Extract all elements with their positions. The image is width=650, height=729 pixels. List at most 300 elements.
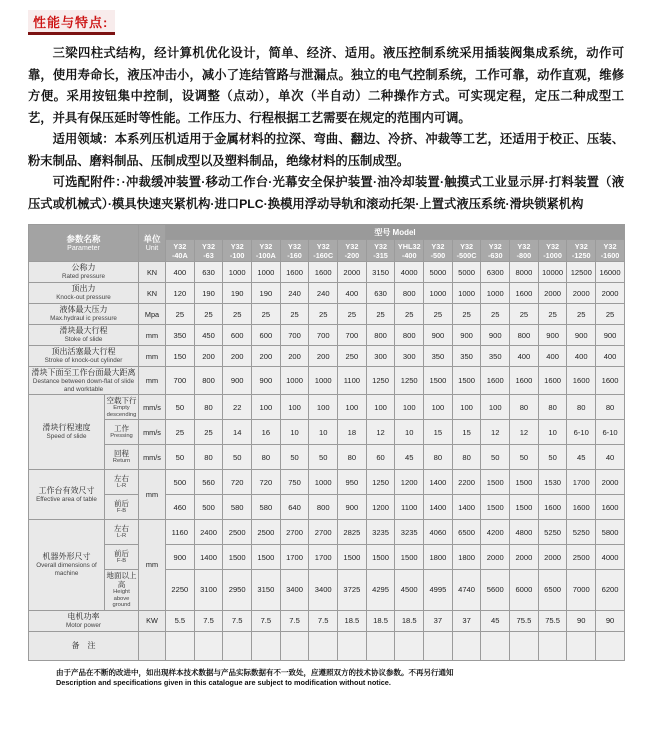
unit-cell: Mpa xyxy=(139,304,166,325)
value-cell: 25 xyxy=(280,304,309,325)
value-cell: 18.5 xyxy=(395,610,424,631)
label-zh: 备 注 xyxy=(71,640,96,650)
model-header-cell xyxy=(252,240,281,262)
value-cell: 2500 xyxy=(223,520,252,545)
table-row xyxy=(29,262,625,283)
value-cell: 3235 xyxy=(366,520,395,545)
value-cell: 6500 xyxy=(538,570,567,611)
value-cell: 5.5 xyxy=(166,610,195,631)
model-series: Y32 xyxy=(259,241,273,251)
value-cell: 6000 xyxy=(510,570,539,611)
model-header-cell xyxy=(424,240,453,262)
value-cell: 800 xyxy=(366,325,395,346)
value-cell: 450 xyxy=(194,325,223,346)
value-cell: 1700 xyxy=(567,470,596,495)
value-cell: 1500 xyxy=(366,545,395,570)
value-cell: 5250 xyxy=(538,520,567,545)
label-en: Rated pressure xyxy=(61,273,106,281)
model-number: -63 xyxy=(203,250,214,260)
value-cell: 2250 xyxy=(166,570,195,611)
param-header-zh: 参数名称 xyxy=(66,233,101,244)
value-cell xyxy=(194,631,223,660)
label-zh: 滑块行程速度 xyxy=(42,423,91,433)
value-cell: 580 xyxy=(252,495,281,520)
value-cell: 1400 xyxy=(424,470,453,495)
value-cell: 190 xyxy=(252,283,281,304)
value-cell: 3150 xyxy=(252,570,281,611)
model-number: -315 xyxy=(373,250,388,260)
value-cell: 25 xyxy=(194,420,223,445)
table-row xyxy=(29,570,625,611)
label-en: Max.hydraul ic pressure xyxy=(50,315,117,323)
value-cell: 460 xyxy=(166,495,195,520)
value-cell: 1000 xyxy=(309,470,338,495)
value-cell: 25 xyxy=(424,304,453,325)
unit-cell: mm/s xyxy=(139,445,166,470)
sub-row-label xyxy=(105,470,139,495)
label-zh: 前后 xyxy=(114,499,129,509)
label-en: F-B xyxy=(116,558,127,565)
value-cell: 8000 xyxy=(510,262,539,283)
value-cell: 7.5 xyxy=(223,610,252,631)
model-number: -160C xyxy=(313,250,334,260)
value-cell: 80 xyxy=(424,445,453,470)
label-zh: 工作台有效尺寸 xyxy=(38,485,95,495)
value-cell: 90 xyxy=(567,610,596,631)
spec-table-body xyxy=(29,262,625,661)
value-cell: 12 xyxy=(366,420,395,445)
value-cell: 18.5 xyxy=(338,610,367,631)
value-cell: 1700 xyxy=(280,545,309,570)
model-series: Y32 xyxy=(460,241,474,251)
value-cell: 1200 xyxy=(395,470,424,495)
feature-paragraphs xyxy=(28,43,624,215)
model-series: Y32 xyxy=(345,241,359,251)
label-zh: 机器外形尺寸 xyxy=(42,552,91,562)
value-cell: 12500 xyxy=(567,262,596,283)
footer-note-en: Description and specifications given in this catalogue are subject to modification without notice. xyxy=(56,677,391,687)
value-cell: 80 xyxy=(538,395,567,420)
label-zh: 地面以上高 xyxy=(106,571,137,589)
section-title: 性能与特点: xyxy=(28,10,115,35)
model-header-cell xyxy=(280,240,309,262)
value-cell: 1500 xyxy=(424,367,453,395)
value-cell: 6500 xyxy=(452,520,481,545)
unit-cell xyxy=(139,631,166,660)
value-cell: 12 xyxy=(481,420,510,445)
value-cell: 25 xyxy=(252,304,281,325)
value-cell: 25 xyxy=(309,304,338,325)
value-cell: 16000 xyxy=(596,262,625,283)
table-row xyxy=(29,470,625,495)
value-cell: 50 xyxy=(166,445,195,470)
value-cell: 37 xyxy=(452,610,481,631)
value-cell: 900 xyxy=(424,325,453,346)
value-cell xyxy=(481,631,510,660)
model-series: Y32 xyxy=(230,241,244,251)
label-en: Stoke of slide xyxy=(64,336,103,344)
label-zh: 回程 xyxy=(114,449,129,459)
value-cell: 2000 xyxy=(596,470,625,495)
value-cell: 10 xyxy=(280,420,309,445)
label-en: Knock-out pressure xyxy=(56,294,111,302)
table-row xyxy=(29,395,625,420)
value-cell: 3150 xyxy=(366,262,395,283)
value-cell: 2825 xyxy=(338,520,367,545)
unit-header-en: Unit xyxy=(145,244,159,252)
value-cell: 3400 xyxy=(280,570,309,611)
value-cell: 25 xyxy=(366,304,395,325)
value-cell: 1500 xyxy=(395,545,424,570)
value-cell: 37 xyxy=(424,610,453,631)
label-zh: 工作 xyxy=(114,424,129,434)
value-cell: 500 xyxy=(194,495,223,520)
value-cell: 4000 xyxy=(596,545,625,570)
group-label xyxy=(29,520,105,611)
sub-row-label xyxy=(105,545,139,570)
group-label xyxy=(29,470,105,520)
value-cell: 4000 xyxy=(395,262,424,283)
value-cell: 1600 xyxy=(567,495,596,520)
value-cell: 4060 xyxy=(424,520,453,545)
sub-row-label xyxy=(105,520,139,545)
value-cell: 2950 xyxy=(223,570,252,611)
model-series: Y32 xyxy=(574,241,588,251)
value-cell: 100 xyxy=(280,395,309,420)
value-cell: 12 xyxy=(510,420,539,445)
value-cell: 1600 xyxy=(510,367,539,395)
label-zh: 滑块下面至工作台面最大距离 xyxy=(31,368,136,377)
value-cell: 25 xyxy=(395,304,424,325)
unit-header-cell xyxy=(139,225,166,262)
value-cell: 25 xyxy=(567,304,596,325)
value-cell: 1600 xyxy=(538,367,567,395)
value-cell: 1000 xyxy=(223,262,252,283)
value-cell: 25 xyxy=(452,304,481,325)
value-cell: 18.5 xyxy=(366,610,395,631)
label-en: Empty descending xyxy=(106,405,137,418)
value-cell: 50 xyxy=(223,445,252,470)
value-cell: 200 xyxy=(280,346,309,367)
unit-cell: mm xyxy=(139,520,166,611)
value-cell: 1800 xyxy=(452,545,481,570)
value-cell: 200 xyxy=(223,346,252,367)
value-cell: 1000 xyxy=(252,262,281,283)
value-cell: 300 xyxy=(395,346,424,367)
value-cell: 240 xyxy=(309,283,338,304)
sub-row-label xyxy=(105,570,139,611)
model-series: Y32 xyxy=(546,241,560,251)
value-cell xyxy=(395,631,424,660)
table-row xyxy=(29,420,625,445)
label-zh: 液体最大压力 xyxy=(59,305,108,315)
value-cell: 1160 xyxy=(166,520,195,545)
value-cell: 2500 xyxy=(252,520,281,545)
value-cell: 900 xyxy=(596,325,625,346)
value-cell: 14 xyxy=(223,420,252,445)
table-row xyxy=(29,631,625,660)
value-cell: 25 xyxy=(481,304,510,325)
table-row xyxy=(29,545,625,570)
value-cell: 10000 xyxy=(538,262,567,283)
value-cell: 2000 xyxy=(481,545,510,570)
model-series: Y32 xyxy=(431,241,445,251)
label-zh: 滑块最大行程 xyxy=(59,326,108,336)
unit-header-zh: 单位 xyxy=(143,233,161,244)
value-cell xyxy=(338,631,367,660)
value-cell: 190 xyxy=(223,283,252,304)
value-cell: 950 xyxy=(338,470,367,495)
label-zh: 顶出活塞最大行程 xyxy=(51,347,116,357)
value-cell: 1400 xyxy=(194,545,223,570)
value-cell: 400 xyxy=(567,346,596,367)
value-cell: 6300 xyxy=(481,262,510,283)
value-cell: 700 xyxy=(280,325,309,346)
model-banner-cell: 型号 Model xyxy=(166,225,625,240)
value-cell: 580 xyxy=(223,495,252,520)
spec-table-head xyxy=(29,225,625,262)
row-label xyxy=(29,262,139,283)
sub-row-label xyxy=(105,495,139,520)
footer-note-zh: 由于产品在不断的改进中，如出现样本技术数据与产品实际数据有不一致处，应遵照双方的技术协议参数。不再另行通知 xyxy=(56,667,454,677)
value-cell: 1000 xyxy=(280,367,309,395)
value-cell: 7.5 xyxy=(194,610,223,631)
value-cell: 1250 xyxy=(366,470,395,495)
value-cell: 50 xyxy=(510,445,539,470)
value-cell: 80 xyxy=(452,445,481,470)
row-label xyxy=(29,325,139,346)
label-en: Speed of slide xyxy=(46,433,87,441)
value-cell: 6-10 xyxy=(596,420,625,445)
row-label xyxy=(29,367,139,395)
value-cell: 10 xyxy=(538,420,567,445)
value-cell: 630 xyxy=(366,283,395,304)
value-cell: 45 xyxy=(567,445,596,470)
model-number: -100A xyxy=(255,250,276,260)
value-cell: 800 xyxy=(309,495,338,520)
spec-table xyxy=(28,224,625,661)
value-cell: 7.5 xyxy=(252,610,281,631)
value-cell: 50 xyxy=(538,445,567,470)
value-cell: 300 xyxy=(366,346,395,367)
value-cell: 1600 xyxy=(481,367,510,395)
value-cell: 1600 xyxy=(596,367,625,395)
value-cell xyxy=(510,631,539,660)
value-cell: 400 xyxy=(338,283,367,304)
model-header-cell xyxy=(366,240,395,262)
value-cell: 2000 xyxy=(538,283,567,304)
value-cell: 2000 xyxy=(538,545,567,570)
value-cell: 100 xyxy=(481,395,510,420)
value-cell: 1500 xyxy=(223,545,252,570)
model-header-cell xyxy=(194,240,223,262)
value-cell: 2000 xyxy=(596,283,625,304)
model-number: -1600 xyxy=(600,250,620,260)
label-en: Destance between down-flat of slide and worktable xyxy=(32,378,135,393)
value-cell: 1000 xyxy=(424,283,453,304)
label-en: L-R xyxy=(116,483,127,490)
value-cell: 25 xyxy=(338,304,367,325)
row-label xyxy=(29,304,139,325)
value-cell: 25 xyxy=(596,304,625,325)
label-zh: 空载下行 xyxy=(106,396,137,405)
label-en: F-B xyxy=(116,508,127,515)
value-cell: 1250 xyxy=(366,367,395,395)
value-cell xyxy=(452,631,481,660)
value-cell: 5600 xyxy=(481,570,510,611)
value-cell: 50 xyxy=(166,395,195,420)
unit-cell: mm xyxy=(139,325,166,346)
value-cell: 750 xyxy=(280,470,309,495)
paragraph-application: 适用领域：本系列压机适用于金属材料的拉深、弯曲、翻边、冷挤、冲裁等工艺，还适用于校正、压装、粉末制品、磨料制品、压制成型以及塑料制品，绝缘材料的压制成型。 xyxy=(28,132,624,168)
label-en: Return xyxy=(112,458,131,465)
value-cell: 45 xyxy=(481,610,510,631)
value-cell: 600 xyxy=(223,325,252,346)
model-series: Y32 xyxy=(517,241,531,251)
model-header-cell xyxy=(452,240,481,262)
value-cell: 1600 xyxy=(510,283,539,304)
model-number: -100 xyxy=(229,250,245,260)
value-cell: 10 xyxy=(395,420,424,445)
param-header-en: Parameter xyxy=(67,244,100,252)
value-cell: 2700 xyxy=(280,520,309,545)
table-row xyxy=(29,610,625,631)
model-header-cell xyxy=(538,240,567,262)
value-cell: 4500 xyxy=(395,570,424,611)
value-cell: 10 xyxy=(309,420,338,445)
model-header-cell xyxy=(510,240,539,262)
value-cell: 25 xyxy=(538,304,567,325)
model-number: -200 xyxy=(344,250,360,260)
value-cell: 1000 xyxy=(481,283,510,304)
value-cell: 1100 xyxy=(338,367,367,395)
value-cell: 1500 xyxy=(452,367,481,395)
value-cell: 7000 xyxy=(567,570,596,611)
label-zh: 左右 xyxy=(114,474,129,484)
value-cell: 900 xyxy=(166,545,195,570)
value-cell: 25 xyxy=(166,420,195,445)
value-cell: 400 xyxy=(538,346,567,367)
value-cell: 7.5 xyxy=(309,610,338,631)
value-cell: 560 xyxy=(194,470,223,495)
value-cell: 1600 xyxy=(567,367,596,395)
label-zh: 前后 xyxy=(114,549,129,559)
label-zh: 公称力 xyxy=(71,263,96,273)
sub-row-label xyxy=(105,445,139,470)
value-cell: 3725 xyxy=(338,570,367,611)
value-cell: 800 xyxy=(395,325,424,346)
value-cell: 100 xyxy=(338,395,367,420)
value-cell: 25 xyxy=(194,304,223,325)
value-cell: 400 xyxy=(596,346,625,367)
value-cell: 22 xyxy=(223,395,252,420)
value-cell: 1100 xyxy=(395,495,424,520)
model-series: Y32 xyxy=(173,241,187,251)
footer-note xyxy=(56,668,650,688)
spec-table-container xyxy=(28,224,624,661)
model-series: Y32 xyxy=(316,241,330,251)
value-cell: 50 xyxy=(309,445,338,470)
value-cell: 100 xyxy=(424,395,453,420)
model-header-cell xyxy=(481,240,510,262)
value-cell: 16 xyxy=(252,420,281,445)
unit-cell: mm/s xyxy=(139,420,166,445)
value-cell: 15 xyxy=(424,420,453,445)
value-cell: 3235 xyxy=(395,520,424,545)
value-cell: 6200 xyxy=(596,570,625,611)
value-cell xyxy=(309,631,338,660)
value-cell xyxy=(280,631,309,660)
value-cell: 1500 xyxy=(481,470,510,495)
value-cell: 40 xyxy=(596,445,625,470)
value-cell: 350 xyxy=(452,346,481,367)
unit-cell: KW xyxy=(139,610,166,631)
label-en: Stroke of knock-out cylinder xyxy=(44,357,123,365)
value-cell: 100 xyxy=(252,395,281,420)
param-header-cell xyxy=(29,225,139,262)
value-cell: 1500 xyxy=(481,495,510,520)
value-cell: 1400 xyxy=(424,495,453,520)
value-cell: 700 xyxy=(338,325,367,346)
value-cell: 5800 xyxy=(596,520,625,545)
model-series: Y32 xyxy=(374,241,388,251)
unit-cell: mm xyxy=(139,346,166,367)
value-cell: 80 xyxy=(194,395,223,420)
value-cell: 700 xyxy=(166,367,195,395)
value-cell: 80 xyxy=(252,445,281,470)
model-series: Y32 xyxy=(288,241,302,251)
value-cell: 80 xyxy=(596,395,625,420)
value-cell: 1000 xyxy=(309,367,338,395)
label-zh: 顶出力 xyxy=(71,284,96,294)
value-cell: 100 xyxy=(366,395,395,420)
value-cell: 3100 xyxy=(194,570,223,611)
value-cell: 240 xyxy=(280,283,309,304)
table-row xyxy=(29,325,625,346)
unit-cell: mm xyxy=(139,470,166,520)
value-cell: 800 xyxy=(510,325,539,346)
value-cell: 700 xyxy=(309,325,338,346)
value-cell: 100 xyxy=(452,395,481,420)
value-cell xyxy=(366,631,395,660)
value-cell: 50 xyxy=(280,445,309,470)
value-cell: 1600 xyxy=(596,495,625,520)
label-en: L-R xyxy=(116,533,127,540)
value-cell: 1700 xyxy=(309,545,338,570)
model-series: Y32 xyxy=(488,241,502,251)
value-cell: 100 xyxy=(395,395,424,420)
value-cell xyxy=(538,631,567,660)
value-cell: 1800 xyxy=(424,545,453,570)
model-number: -800 xyxy=(516,250,532,260)
value-cell: 4200 xyxy=(481,520,510,545)
value-cell xyxy=(596,631,625,660)
label-en: Motor power xyxy=(66,621,101,629)
value-cell: 4740 xyxy=(452,570,481,611)
value-cell: 900 xyxy=(538,325,567,346)
model-number: -40A xyxy=(171,250,188,260)
value-cell: 100 xyxy=(309,395,338,420)
value-cell: 2000 xyxy=(567,283,596,304)
value-cell: 4800 xyxy=(510,520,539,545)
value-cell: 4995 xyxy=(424,570,453,611)
value-cell: 2700 xyxy=(309,520,338,545)
value-cell: 4295 xyxy=(366,570,395,611)
value-cell: 720 xyxy=(223,470,252,495)
value-cell: 25 xyxy=(510,304,539,325)
value-cell: 200 xyxy=(252,346,281,367)
value-cell: 1500 xyxy=(510,495,539,520)
